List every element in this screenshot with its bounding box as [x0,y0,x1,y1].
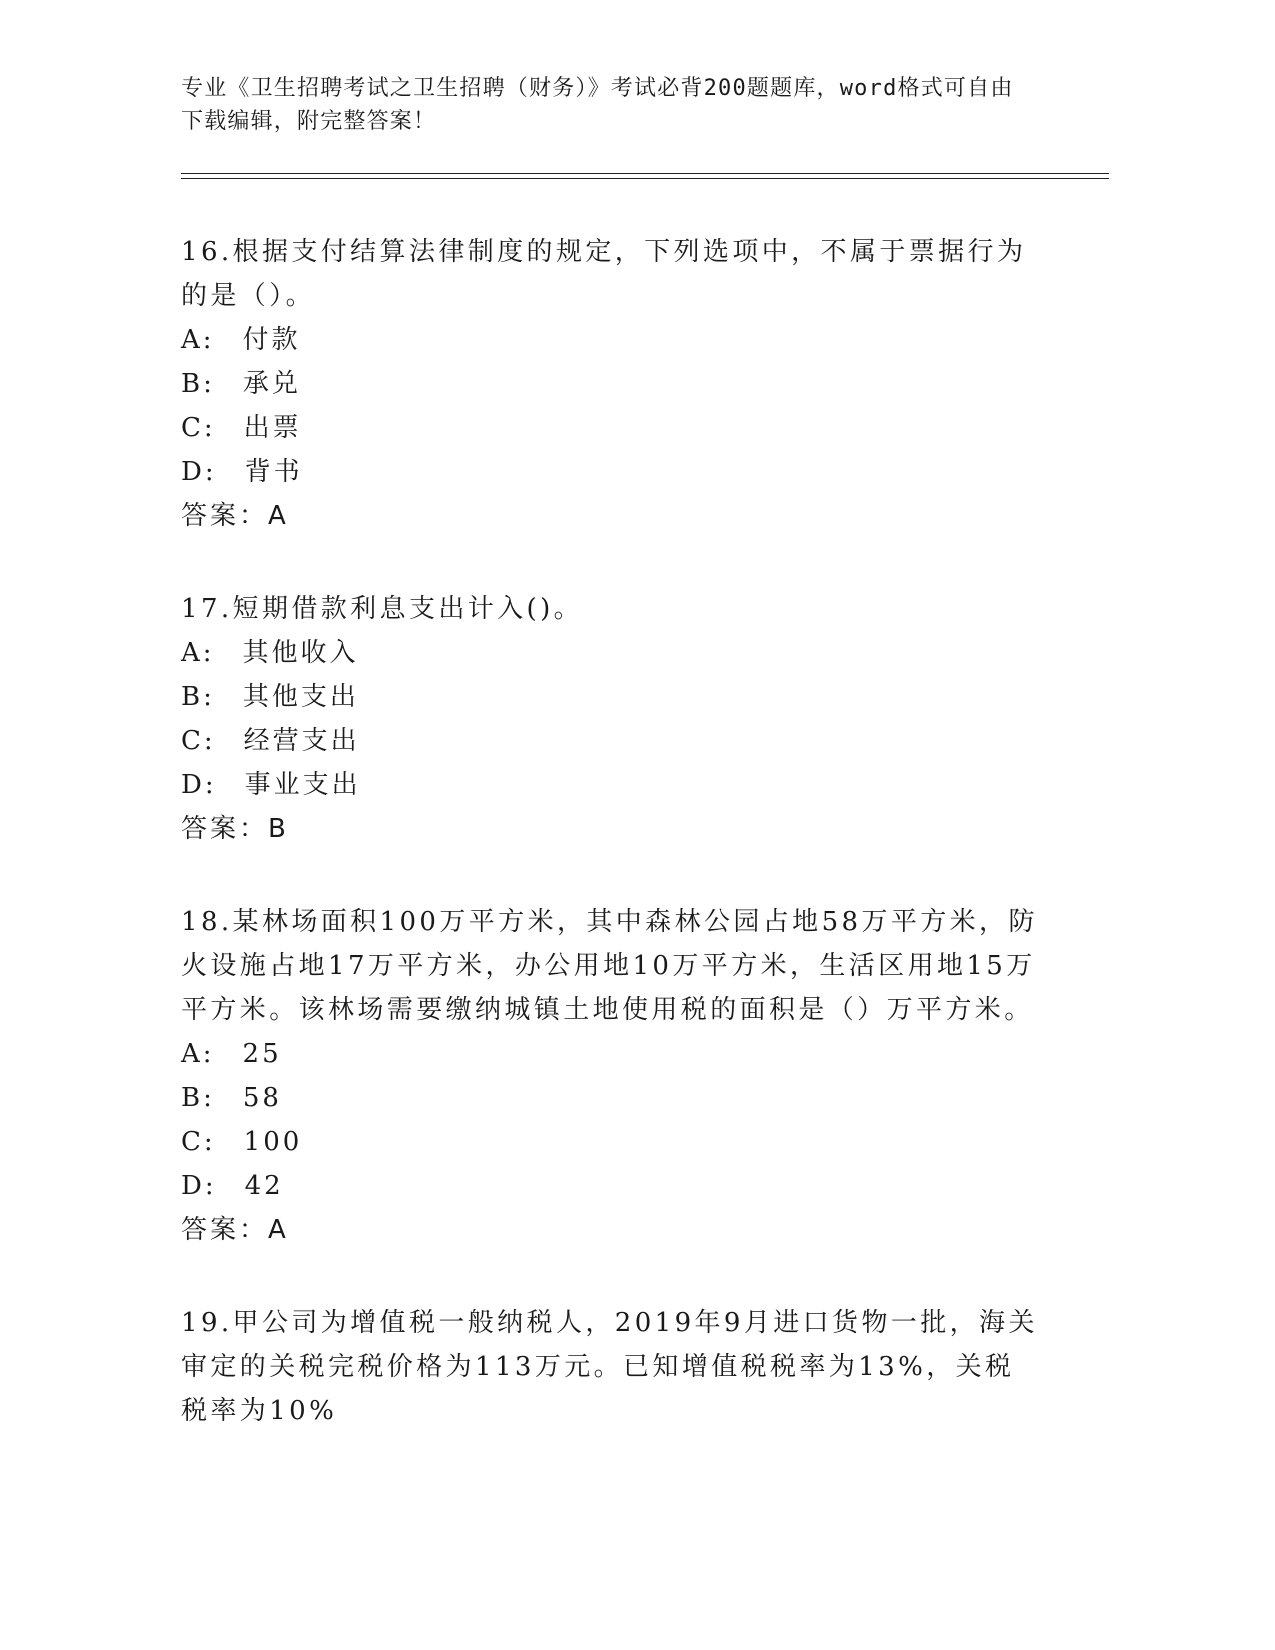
question-19 [181,1301,1041,1433]
option-key: B: [181,369,215,399]
option-key: D: [181,770,217,800]
option-text: 经营支出 [243,726,360,756]
option-a [181,318,1041,362]
option-key: B: [181,682,215,712]
option-text: 其他收入 [242,638,359,668]
option-key: C: [181,1127,216,1157]
option-a [181,631,1041,675]
question-18 [181,900,1041,1252]
answer-line: 答案：B [181,814,289,844]
question-list [181,230,1041,1482]
option-c [181,406,1041,450]
option-text: 100 [243,1127,303,1157]
option-c [181,1120,1041,1164]
option-key: B: [181,1083,215,1113]
option-b [181,362,1041,406]
option-key: C: [181,413,216,443]
question-stem: 16.根据支付结算法律制度的规定，下列选项中，不属于票据行为的是（）。 [181,237,1027,311]
option-text: 付款 [242,325,301,355]
option-c [181,719,1041,763]
question-stem: 19.甲公司为增值税一般纳税人，2019年9月进口货物一批，海关审定的关税完税价格为113万元。已知增值税税率为13%，关税税率为10% [181,1308,1038,1426]
document-header: 专业《卫生招聘考试之卫生招聘（财务）》考试必背200题题库，word格式可自由下载编辑，附完整答案！ [181,76,1014,134]
option-key: A: [181,638,215,668]
option-text: 42 [244,1171,284,1201]
question-stem: 17.短期借款利息支出计入()。 [181,594,584,624]
option-text: 背书 [244,457,303,487]
header-divider-top [181,173,1109,174]
option-b [181,1076,1041,1120]
option-text: 承兑 [242,369,301,399]
answer-line: 答案：A [181,501,289,531]
option-d [181,450,1041,494]
option-a [181,1032,1041,1076]
question-17 [181,587,1041,851]
option-b [181,675,1041,719]
option-text: 58 [242,1083,282,1113]
question-stem: 18.某林场面积100万平方米，其中森林公园占地58万平方米，防火设施占地17万平方米，办公用地10万平方米，生活区用地15万平方米。该林场需要缴纳城镇土地使用税的面积是（）万平方米。 [181,907,1038,1025]
option-d [181,763,1041,807]
option-key: A: [181,1039,215,1069]
option-key: D: [181,457,217,487]
option-key: C: [181,726,216,756]
question-16 [181,230,1041,538]
option-d [181,1164,1041,1208]
header-divider-bottom [181,178,1109,179]
option-key: D: [181,1171,217,1201]
option-text: 事业支出 [244,770,361,800]
option-text: 出票 [243,413,302,443]
answer-line: 答案：A [181,1215,289,1245]
option-text: 其他支出 [242,682,359,712]
option-text: 25 [242,1039,282,1069]
option-key: A: [181,325,215,355]
